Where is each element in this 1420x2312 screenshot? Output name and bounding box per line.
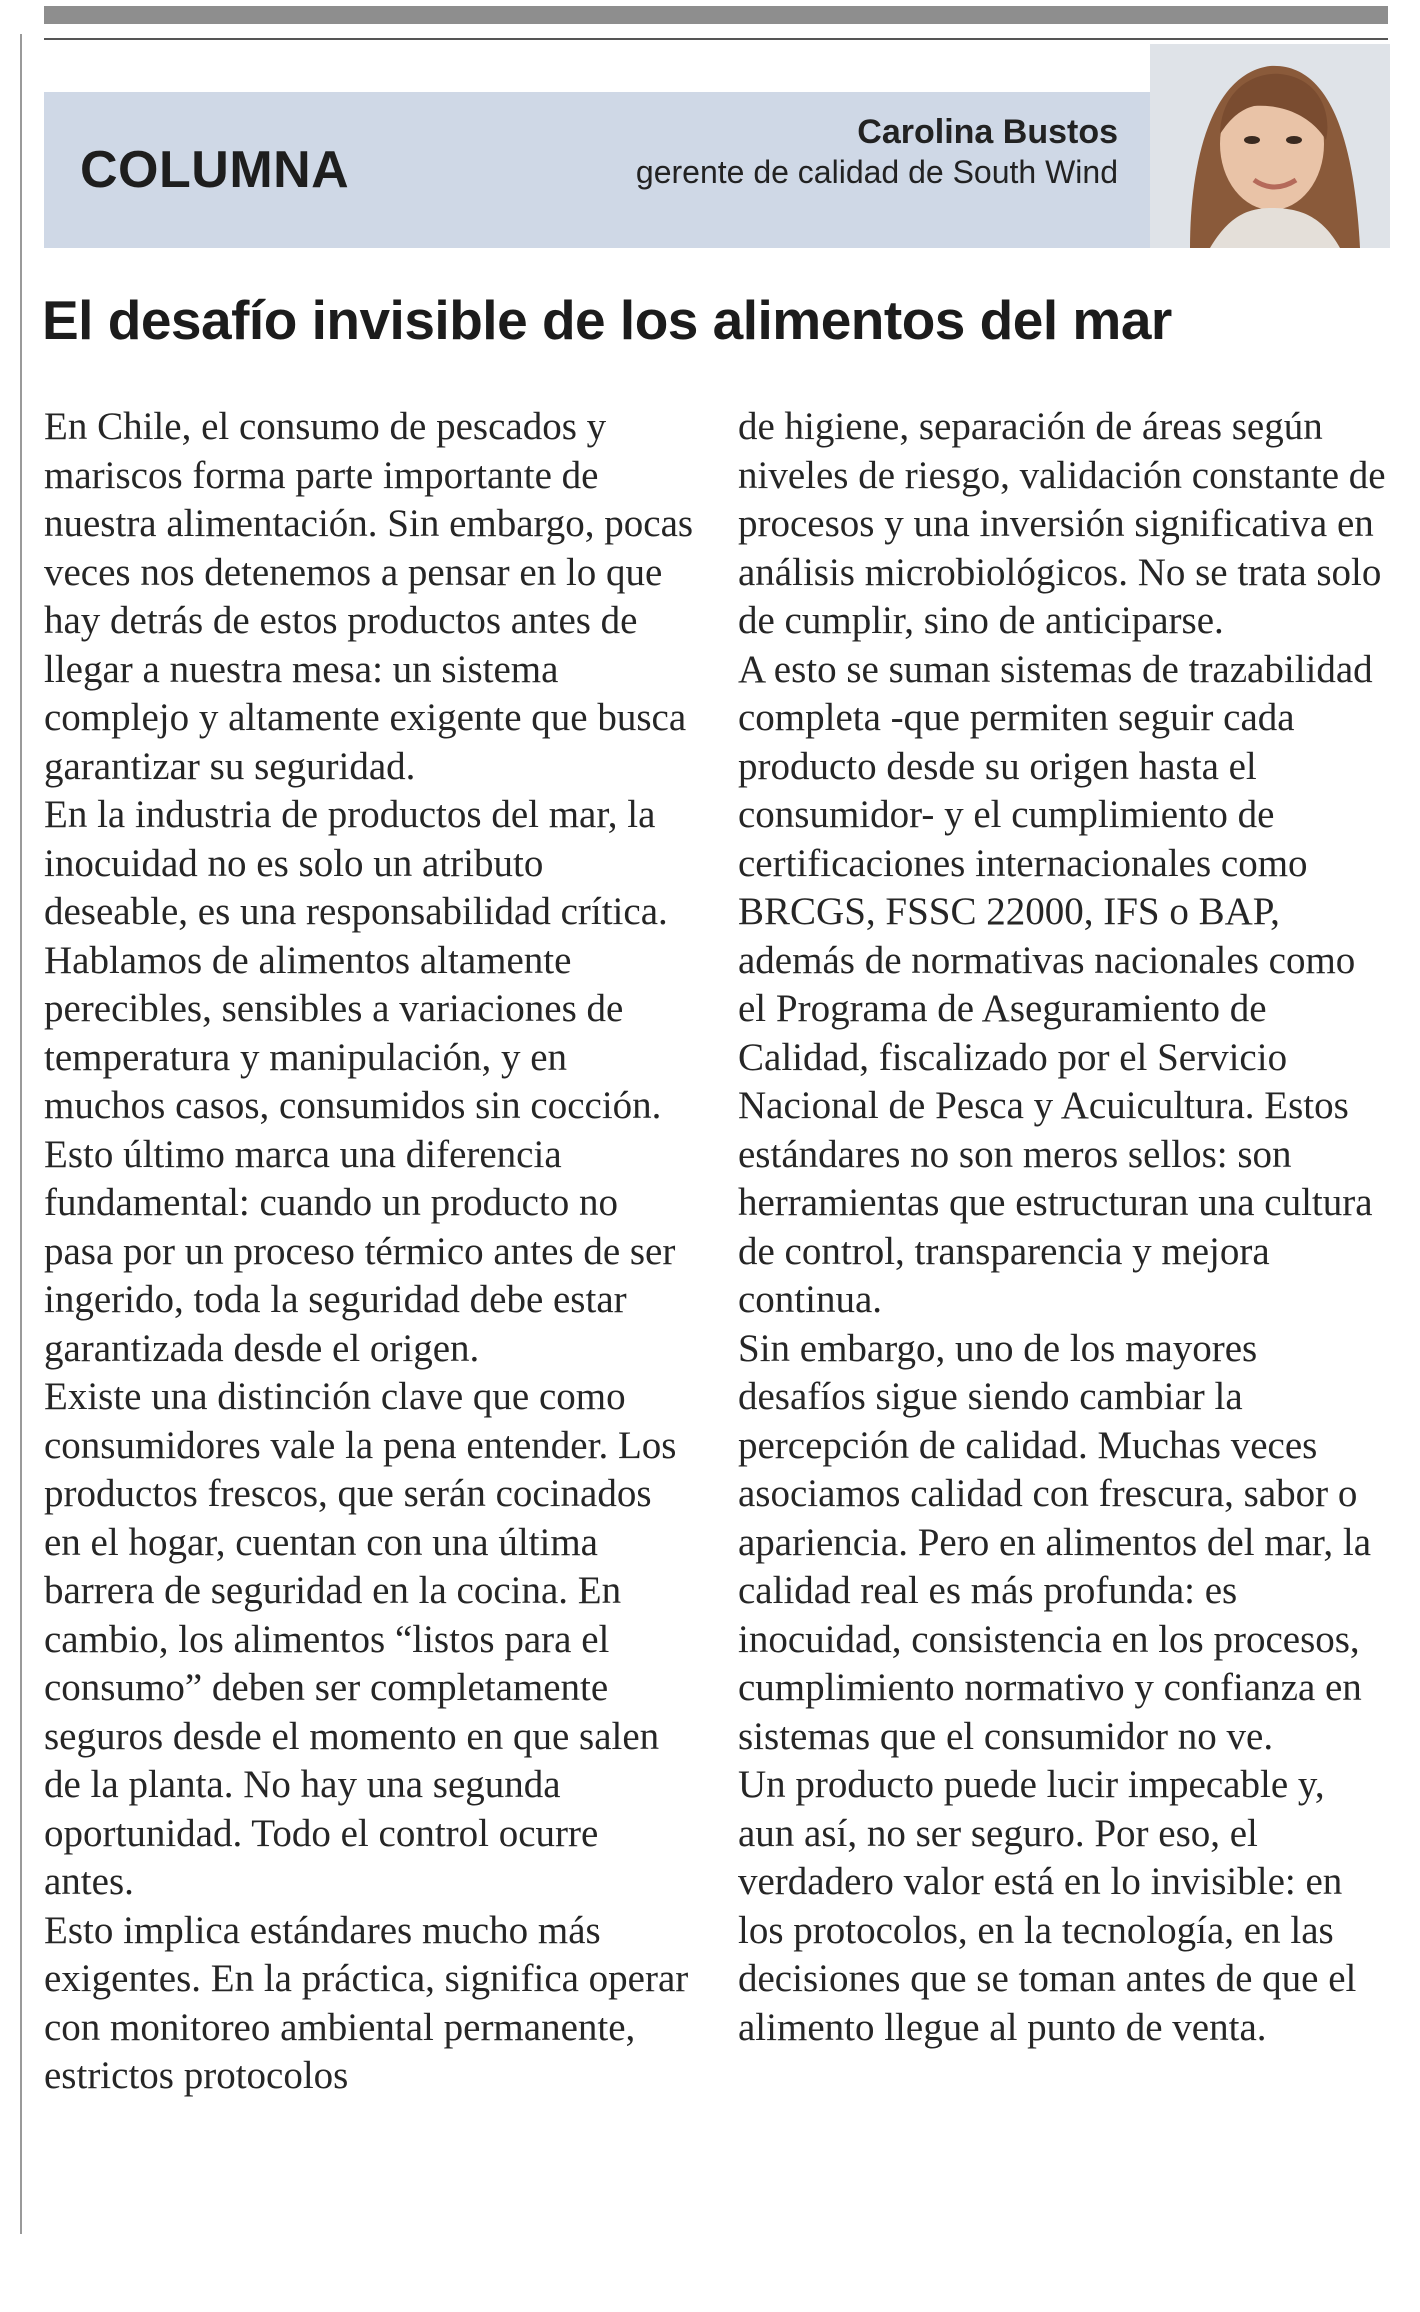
paragraph: En la industria de productos del mar, la inocuidad no es solo un atributo deseable, es una responsabilidad crítica. Hablamos de alimentos altamente perecibles, sensibles a variaciones de temperatura y manipulación, y en muchos casos, consumidos sin cocción. Esto último marca una diferencia fundamental: cuando un producto no pasa por un proceso térmico antes de ser ingerido, toda la seguridad debe estar garantizada desde el origen. (44, 793, 676, 1370)
paragraph: Esto implica estándares mucho más exigentes. En la práctica, significa operar con monitoreo ambiental permanente, estrictos protocolos (44, 1908, 689, 2097)
author-photo (1150, 44, 1390, 248)
article-headline: El desafío invisible de los alimentos del mar (42, 289, 1172, 351)
paragraph: Existe una distinción clave que como consumidores vale la pena entender. Los productos frescos, que serán cocinados en el hogar, cuentan con una última barrera de seguridad en la cocina. En cambio, los alimentos “listos para el consumo” deben ser completamente seguros desde el momento en que salen de la planta. No hay una segunda oportunidad. Todo el control ocurre antes. (44, 1375, 677, 1903)
top-rule (44, 6, 1388, 24)
left-margin-rule (20, 34, 22, 2234)
article-column-right (738, 403, 1388, 2052)
author-role: gerente de calidad de South Wind (635, 154, 1118, 190)
paragraph: de higiene, separación de áreas según niveles de riesgo, validación constante de procesos y una inversión significativa en análisis microbiológicos. No se trata solo de cumplir, sino de anticiparse. (738, 405, 1386, 642)
author-byline (636, 112, 1118, 192)
author-name: Carolina Bustos (857, 113, 1118, 151)
section-label: COLUMNA (80, 141, 350, 199)
paragraph: En Chile, el consumo de pescados y mariscos forma parte importante de nuestra alimentación. Sin embargo, pocas veces nos detenemos a pensar en lo que hay detrás de estos productos antes de llegar a nuestra mesa: un sistema complejo y altamente exigente que busca garantizar su seguridad. (44, 405, 694, 788)
paragraph: Sin embargo, uno de los mayores desafíos sigue siendo cambiar la percepción de calidad. Muchas veces asociamos calidad con frescura, sabor o apariencia. Pero en alimentos del mar, la calidad real es más profunda: es inocuidad, consistencia en los procesos, cumplimiento normativo y confianza en sistemas que el consumidor no ve. (738, 1326, 1372, 1758)
paragraph: A esto se suman sistemas de trazabilidad completa -que permiten seguir cada producto desde su origen hasta el consumidor- y el cumplimiento de certificaciones internacionales como BRCGS, FSSC 22000, IFS o BAP, además de normativas nacionales como el Programa de Aseguramiento de Calidad, fiscalizado por el Servicio Nacional de Pesca y Acuicultura. Estos estándares no son meros sellos: son herramientas que estructuran una cultura de control, transparencia y mejora continua. (738, 647, 1373, 1321)
portrait-illustration (1150, 44, 1390, 248)
article-column-left (44, 403, 694, 2101)
thin-rule (44, 38, 1388, 40)
paragraph: Un producto puede lucir impecable y, aun así, no ser seguro. Por eso, el verdadero valor está en lo invisible: en los protocolos, en la tecnología, en las decisiones que se toman antes de que el alimento llegue al punto de venta. (738, 1763, 1357, 2049)
